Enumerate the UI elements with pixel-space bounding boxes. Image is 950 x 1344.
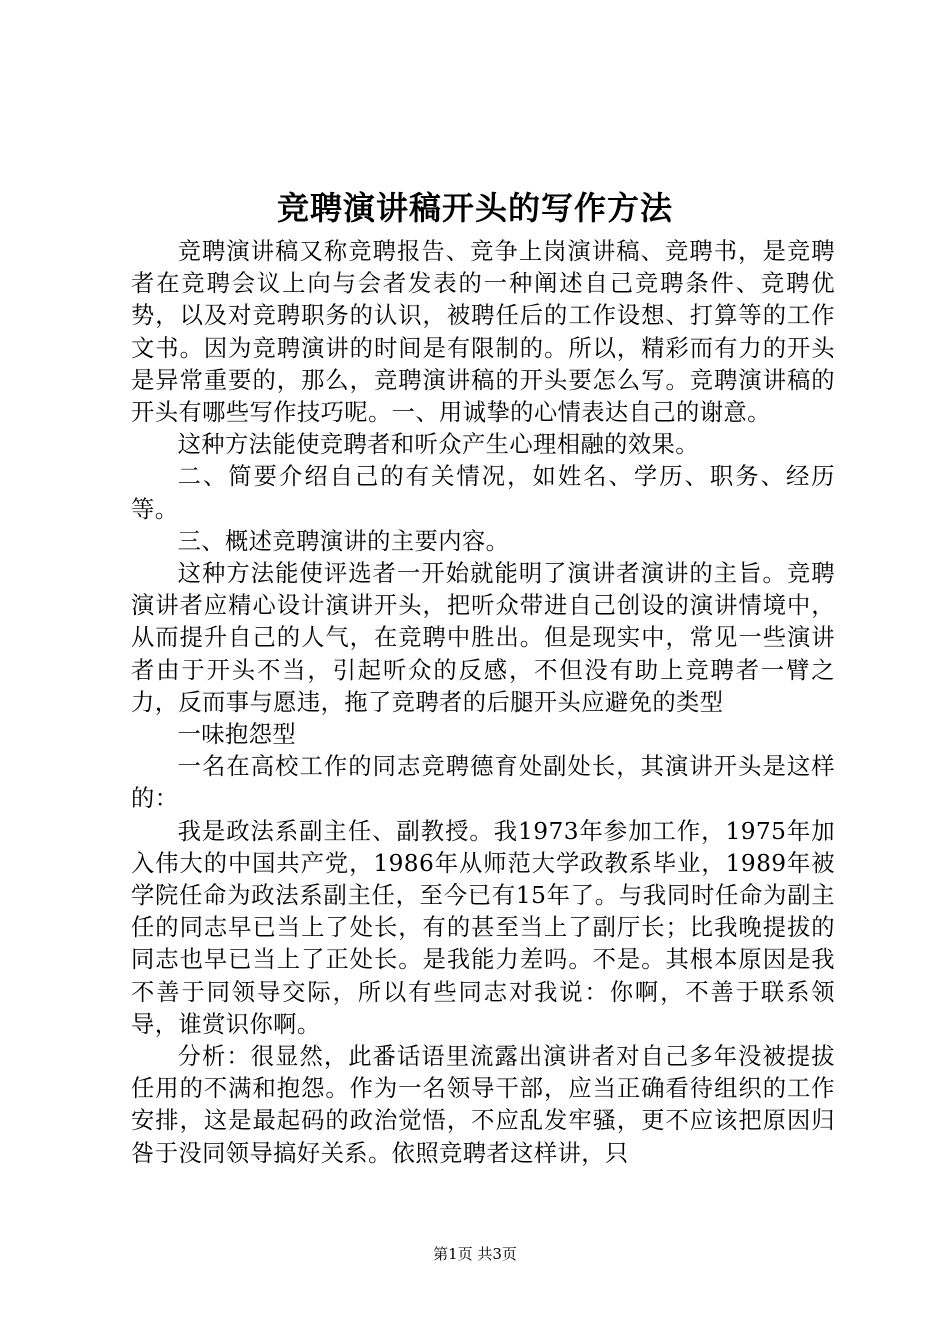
page-number-footer: 第1页 共3页 [433, 1245, 517, 1263]
paragraph: 分析：很显然，此番话语里流露出演讲者对自己多年没被提拔任用的不满和抱怨。作为一名领导干部，应当正确看待组织的工作安排，这是最起码的政治觉悟，不应乱发牢骚，更不应该把原因归咎于没同领导搞好关系。依照竞聘者这样讲，只 [131, 1043, 835, 1167]
paragraph: 一名在高校工作的同志竞聘德育处副处长，其演讲开头是这样的： [131, 753, 835, 813]
paragraph: 这种方法能使评选者一开始就能明了演讲者演讲的主旨。竞聘演讲者应精心设计演讲开头，把听众带进自己创设的演讲情境中，从而提升自己的人气，在竞聘中胜出。但是现实中，常见一些演讲者由于开头不当，引起听众的反感，不但没有助上竞聘者一臂之力，反而事与愿违，拖了竞聘者的后腿开头应避免的类型 [131, 560, 835, 716]
document-title: 竞聘演讲稿开头的写作方法 [276, 189, 673, 227]
paragraph: 二、简要介绍自己的有关情况，如姓名、学历、职务、经历等。 [131, 463, 835, 523]
document-body [131, 236, 835, 1170]
paragraph: 我是政法系副主任、副教授。我1973年参加工作，1975年加入伟大的中国共产党，1986年从师范大学政教系毕业，1989年被学院任命为政法系副主任，至今已有15年了。与我同时任命为副主任的同志早已当上了处长，有的甚至当上了副厅长；比我晚提拔的同志也早已当上了正处长。是我能力差吗。不是。其根本原因是我不善于同领导交际，所以有些同志对我说：你啊，不善于联系领导，谁赏识你啊。 [131, 817, 835, 1038]
paragraph: 这种方法能使竞聘者和听众产生心理相融的效果。 [177, 431, 699, 459]
paragraph: 竞聘演讲稿又称竞聘报告、竞争上岗演讲稿、竞聘书，是竞聘者在竞聘会议上向与会者发表的一种阐述自己竞聘条件、竞聘优势，以及对竞聘职务的认识，被聘任后的工作设想、打算等的工作文书。因为竞聘演讲的时间是有限制的。所以，精彩而有力的开头是异常重要的，那么，竞聘演讲稿的开头要怎么写。竞聘演讲稿的开头有哪些写作技巧呢。一、用诚挚的心情表达自己的谢意。 [131, 238, 835, 427]
paragraph: 一味抱怨型 [177, 721, 297, 749]
paragraph: 三、概述竞聘演讲的主要内容。 [177, 527, 510, 555]
